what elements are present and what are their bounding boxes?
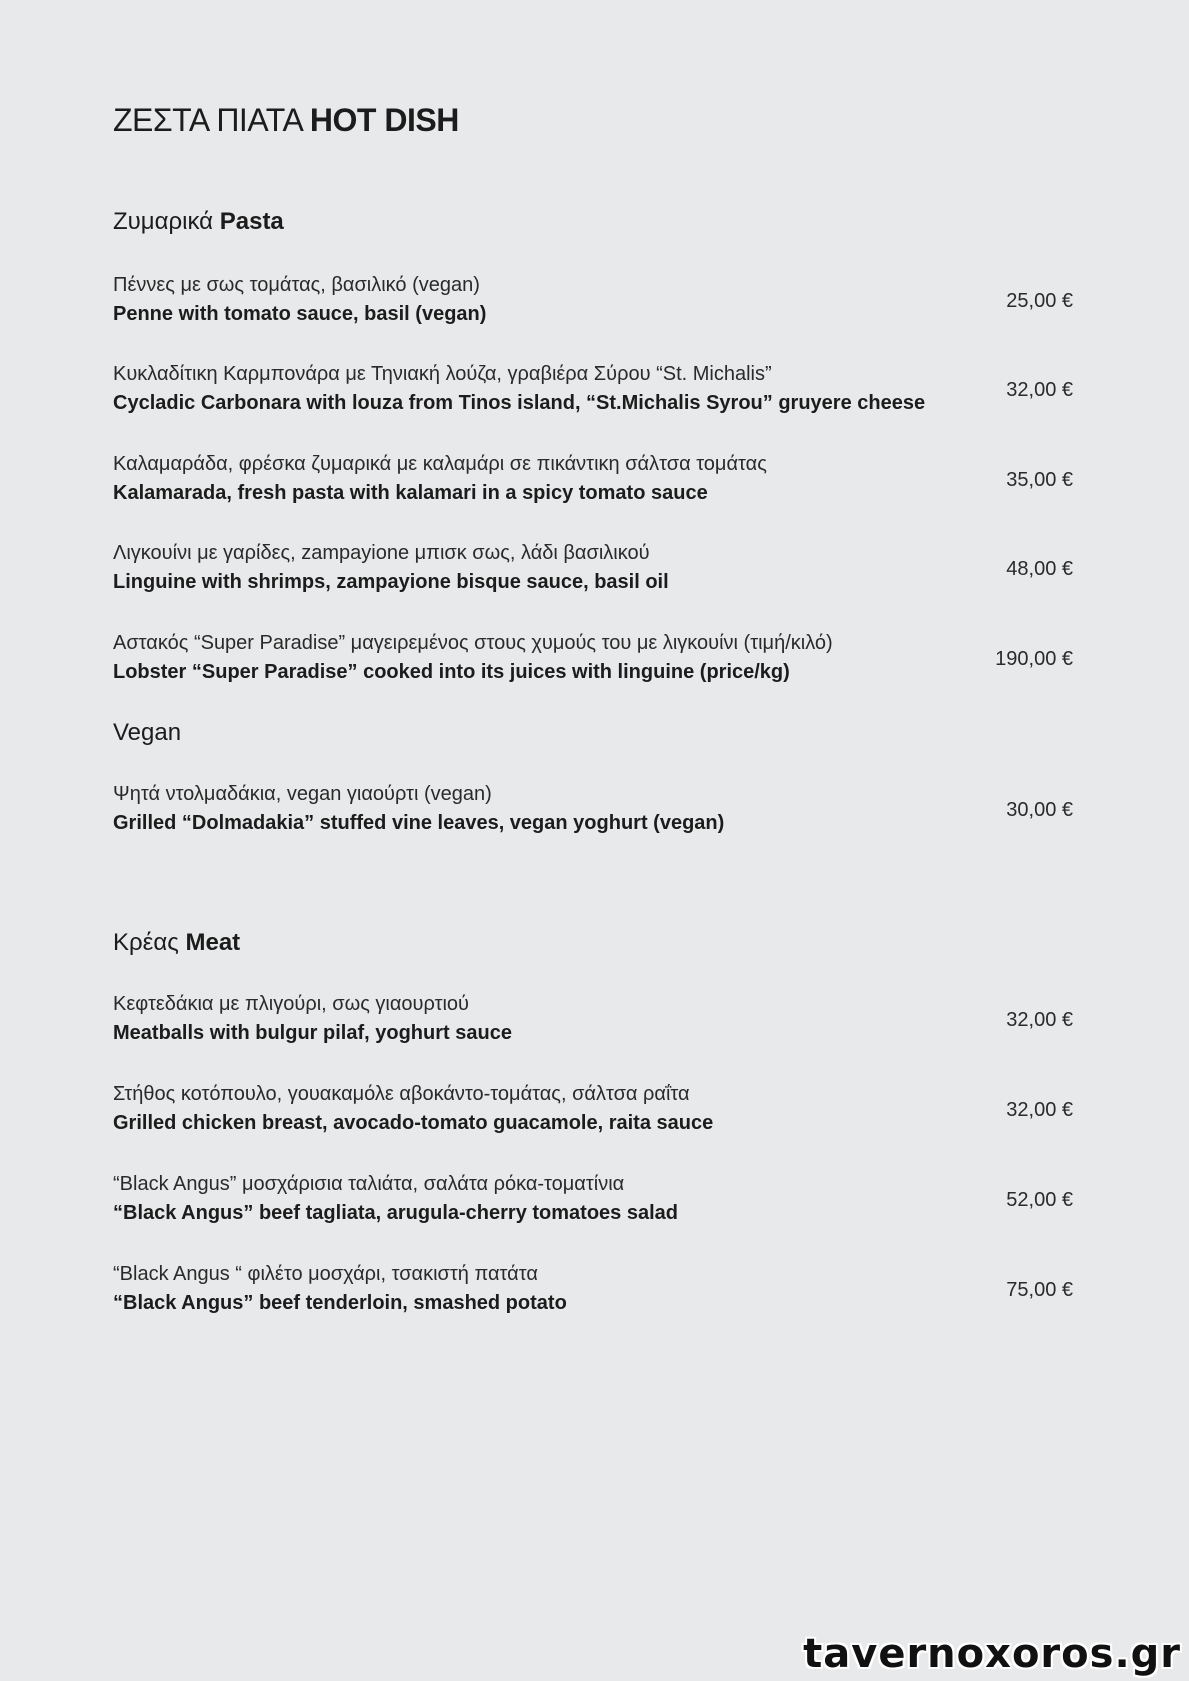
item-name-english: Grilled chicken breast, avocado-tomato guacamole, raita sauce <box>113 1112 714 1134</box>
item-name-greek: Καλαμαράδα, φρέσκα ζυμαρικά με καλαμάρι σε πικάντικη σάλτσα τομάτας <box>113 453 767 475</box>
item-price: 75,00 € <box>1006 1279 1073 1301</box>
section-heading-meat <box>113 929 240 957</box>
item-price: 35,00 € <box>1006 469 1073 491</box>
item-name-english: “Black Angus” beef tagliata, arugula-cherry tomatoes salad <box>113 1202 678 1224</box>
item-name-english: Lobster “Super Paradise” cooked into its juices with linguine (price/kg) <box>113 661 790 683</box>
item-price: 25,00 € <box>1006 290 1073 312</box>
menu-item <box>113 1083 1073 1143</box>
item-price: 190,00 € <box>995 648 1073 670</box>
item-name-greek: “Black Angus “ φιλέτο μοσχάρι, τσακιστή πατάτα <box>113 1263 538 1285</box>
page-title-greek: ΖΕΣΤΑ ΠΙΑΤΑ <box>113 102 302 138</box>
watermark: tavernoxoros.gr <box>803 1631 1181 1677</box>
item-name-greek: Κυκλαδίτικη Καρμπονάρα με Τηνιακή λούζα, γραβιέρα Σύρου “St. Michalis” <box>113 363 772 385</box>
item-name-english: Cycladic Carbonara with louza from Tinos island, “St.Michalis Syrou” gruyere cheese <box>113 392 926 414</box>
item-name-english: Meatballs with bulgur pilaf, yoghurt sauce <box>113 1022 512 1044</box>
menu-item <box>113 1263 1073 1323</box>
item-name-greek: Λιγκουίνι με γαρίδες, zampayione μπισκ σως, λάδι βασιλικού <box>113 542 650 564</box>
item-price: 30,00 € <box>1006 799 1073 821</box>
section-heading-english: Meat <box>185 929 241 956</box>
section-heading-greek: Ζυμαρικά <box>113 208 214 235</box>
section-heading-greek: Κρέας <box>113 929 179 956</box>
page-title <box>113 102 459 139</box>
item-name-english: Linguine with shrimps, zampayione bisque sauce, basil oil <box>113 571 669 593</box>
item-price: 32,00 € <box>1006 1009 1073 1031</box>
menu-item <box>113 453 1073 513</box>
menu-item <box>113 993 1073 1053</box>
item-name-english: Grilled “Dolmadakia” stuffed vine leaves, vegan yoghurt (vegan) <box>113 812 725 834</box>
item-name-greek: Στήθος κοτόπουλο, γουακαμόλε αβοκάντο-τομάτας, σάλτσα ραΐτα <box>113 1083 690 1105</box>
menu-item <box>113 783 1073 843</box>
menu-item <box>113 274 1073 334</box>
item-price: 32,00 € <box>1006 379 1073 401</box>
item-name-greek: Ψητά ντολμαδάκια, vegan γιαούρτι (vegan) <box>113 783 492 805</box>
item-name-greek: “Black Angus” μοσχάρισια ταλιάτα, σαλάτα ρόκα-τοματίνια <box>113 1173 625 1195</box>
menu-item <box>113 363 1073 423</box>
section-heading-vegan <box>113 719 181 747</box>
menu-item <box>113 542 1073 602</box>
page-title-english: HOT DISH <box>309 102 459 138</box>
item-name-english: Penne with tomato sauce, basil (vegan) <box>113 303 487 325</box>
section-heading-english: Pasta <box>219 208 284 235</box>
item-name-greek: Πέννες με σως τομάτας, βασιλικό (vegan) <box>113 274 480 296</box>
menu-item <box>113 632 1073 692</box>
section-heading-pasta <box>113 208 284 236</box>
item-price: 48,00 € <box>1006 558 1073 580</box>
item-price: 52,00 € <box>1006 1189 1073 1211</box>
item-name-greek: Αστακός “Super Paradise” μαγειρεμένος στους χυμούς του με λιγκουίνι (τιμή/κιλό) <box>113 632 833 654</box>
item-name-english: “Black Angus” beef tenderloin, smashed potato <box>113 1292 567 1314</box>
item-name-greek: Κεφτεδάκια με πλιγούρι, σως γιαουρτιού <box>113 993 469 1015</box>
item-price: 32,00 € <box>1006 1099 1073 1121</box>
item-name-english: Kalamarada, fresh pasta with kalamari in a spicy tomato sauce <box>113 482 708 504</box>
menu-item <box>113 1173 1073 1233</box>
section-heading-greek: Vegan <box>113 719 182 746</box>
